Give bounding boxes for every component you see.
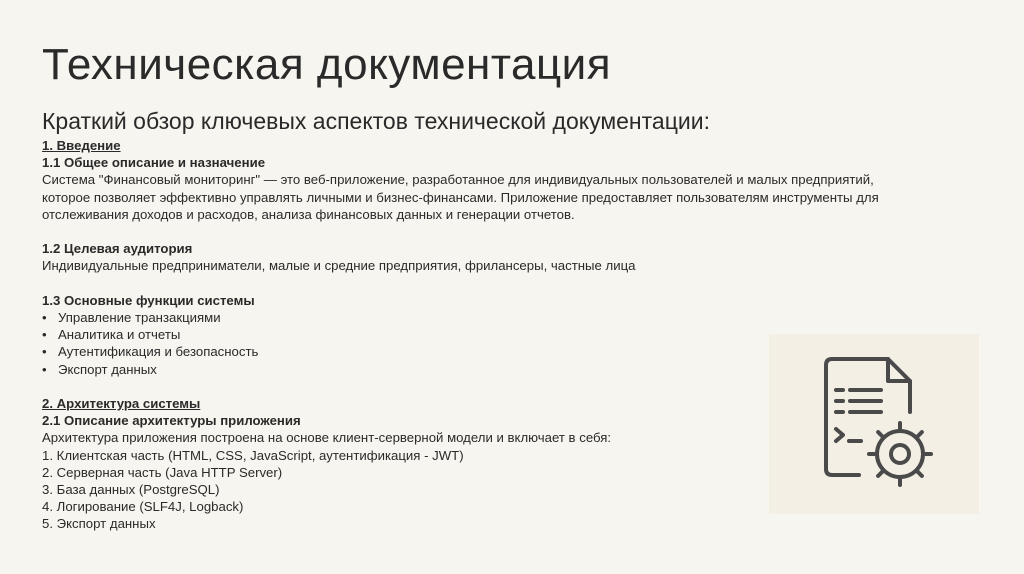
architecture-item: 5. Экспорт данных [42, 516, 156, 532]
description-line: которое позволяет эффективно управлять личными и бизнес-финансами. Приложение предоставляет пользователям инструменты для [42, 189, 879, 205]
list-item-text: Аутентификация и безопасность [58, 344, 259, 360]
architecture-item: 4. Логирование (SLF4J, Logback) [42, 499, 244, 515]
list-item [42, 309, 782, 326]
subsection-2-1-heading: 2.1 Описание архитектуры приложения [42, 413, 301, 429]
bullet: • [42, 361, 47, 377]
spacer [42, 223, 782, 240]
illustration-panel [769, 334, 979, 514]
list-item [42, 343, 782, 360]
subsection-1-3-heading: 1.3 Основные функции системы [42, 292, 255, 308]
bullet: • [42, 310, 47, 325]
architecture-item: 3. База данных (PostgreSQL) [42, 482, 220, 498]
list-item-text: Экспорт данных [58, 361, 157, 377]
list-item [42, 326, 782, 343]
architecture-item: 2. Серверная часть (Java HTTP Server) [42, 464, 283, 480]
architecture-intro: Архитектура приложения построена на основе клиент-серверной модели и включает в себя: [42, 430, 612, 446]
list-item-text: Аналитика и отчеты [58, 327, 181, 343]
list-item [42, 361, 782, 378]
architecture-item: 1. Клиентская часть (HTML, CSS, JavaScript, аутентификация - JWT) [42, 447, 464, 463]
subsection-1-1-heading: 1.1 Общее описание и назначение [42, 155, 266, 171]
spacer [42, 378, 782, 395]
subsection-1-2-heading: 1.2 Целевая аудитория [42, 241, 193, 257]
page-subtitle: Краткий обзор ключевых аспектов технической документации: [42, 108, 710, 134]
list-item-text: Управление транзакциями [58, 310, 221, 325]
bullet: • [42, 344, 47, 360]
description-line: отслеживания доходов и расходов, анализа финансовых данных и генерации отчетов. [42, 206, 575, 222]
spacer [42, 275, 782, 292]
bullet: • [42, 327, 47, 343]
section-1-heading: 1. Введение [42, 138, 121, 153]
section-2-heading: 2. Архитектура системы [42, 396, 201, 411]
document-body [42, 137, 879, 533]
audience-text: Индивидуальные предприниматели, малые и средние предприятия, фрилансеры, частные лица [42, 258, 636, 274]
document-gear-icon [769, 334, 979, 514]
page-title: Техническая документация [42, 40, 612, 89]
description-line: Система "Финансовый мониторинг" — это веб-приложение, разработанное для индивидуальных пользователей и малых предприятий, [42, 172, 874, 188]
